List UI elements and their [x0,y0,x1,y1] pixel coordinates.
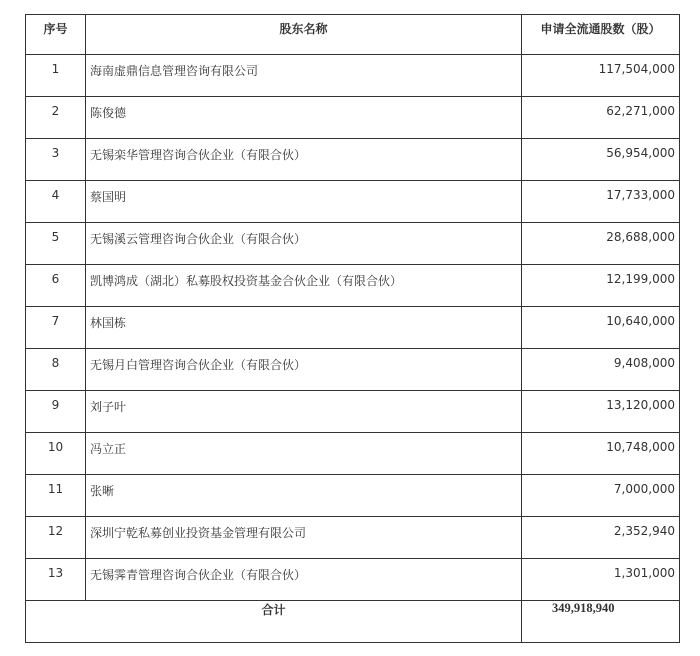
shareholder-name: 无锡月白管理咨询合伙企业（有限合伙） [86,349,522,391]
share-count: 12,199,000 [522,265,680,307]
table-row [26,391,680,433]
row-number: 8 [26,349,86,391]
shareholder-name: 陈俊德 [86,97,522,139]
table-row [26,223,680,265]
shareholder-name: 林国栋 [86,307,522,349]
table-row [26,55,680,97]
shareholder-name: 刘子叶 [86,391,522,433]
share-count: 56,954,000 [522,139,680,181]
shareholder-name: 深圳宁乾私募创业投资基金管理有限公司 [86,517,522,559]
share-count: 9,408,000 [522,349,680,391]
shareholder-name: 蔡国明 [86,181,522,223]
table-row [26,139,680,181]
share-count: 62,271,000 [522,97,680,139]
row-number: 10 [26,433,86,475]
row-number: 12 [26,517,86,559]
shareholder-name: 凯博鸿成（湖北）私募股权投资基金合伙企业（有限合伙） [86,265,522,307]
shareholder-name: 无锡霁青管理咨询合伙企业（有限合伙） [86,559,522,601]
total-row [26,601,680,643]
share-count: 10,748,000 [522,433,680,475]
header-name: 股东名称 [86,15,522,55]
row-number: 6 [26,265,86,307]
shareholder-name: 无锡栾华管理咨询合伙企业（有限合伙） [86,139,522,181]
shareholder-name: 无锡溪云管理咨询合伙企业（有限合伙） [86,223,522,265]
table-footer [26,601,680,643]
share-count: 1,301,000 [522,559,680,601]
share-count: 117,504,000 [522,55,680,97]
table-row [26,433,680,475]
table-row [26,349,680,391]
table-row [26,307,680,349]
row-number: 4 [26,181,86,223]
table-row [26,97,680,139]
share-count: 28,688,000 [522,223,680,265]
table-row [26,265,680,307]
row-number: 1 [26,55,86,97]
share-count: 2,352,940 [522,517,680,559]
header-no: 序号 [26,15,86,55]
total-shares: 349,918,940 [522,601,680,643]
table-row [26,517,680,559]
row-number: 13 [26,559,86,601]
row-number: 7 [26,307,86,349]
table-row [26,181,680,223]
shareholder-name: 张晰 [86,475,522,517]
row-number: 9 [26,391,86,433]
row-number: 5 [26,223,86,265]
table-body [26,55,680,601]
shareholder-name: 海南虚鼎信息管理咨询有限公司 [86,55,522,97]
total-label: 合计 [26,601,522,643]
row-number: 3 [26,139,86,181]
row-number: 11 [26,475,86,517]
share-count: 17,733,000 [522,181,680,223]
share-count: 10,640,000 [522,307,680,349]
table-header [26,15,680,55]
header-row [26,15,680,55]
header-shares: 申请全流通股数（股） [522,15,680,55]
row-number: 2 [26,97,86,139]
shareholder-table [25,14,680,643]
shareholder-name: 冯立正 [86,433,522,475]
share-count: 13,120,000 [522,391,680,433]
share-count: 7,000,000 [522,475,680,517]
table-row [26,475,680,517]
table-row [26,559,680,601]
